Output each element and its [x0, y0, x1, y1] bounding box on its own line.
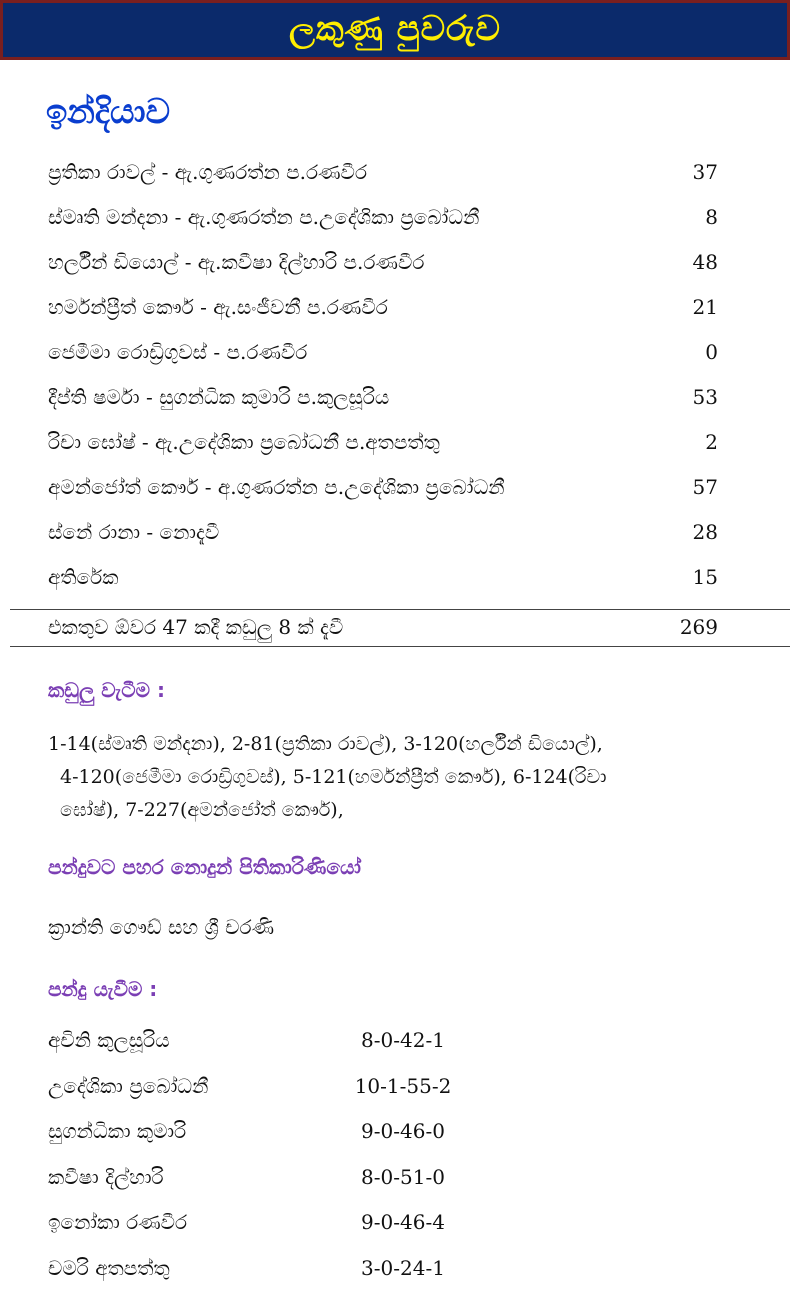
extras-runs: 15 — [692, 565, 718, 589]
bowling-row — [0, 1202, 800, 1248]
bowling-row — [0, 1157, 800, 1203]
bowler-name: අචිනි කුලසූරිය — [48, 1028, 170, 1052]
batter-dismissal: ස්නේ රානා - නොදැවී — [48, 520, 220, 544]
batter-runs: 21 — [692, 295, 718, 319]
bowler-figures: 3-0-24-1 — [361, 1255, 445, 1280]
batter-dismissal: දීප්ති ෂර්මා - සුගන්ධික කුමාරි ප.කුලසූරිය — [48, 385, 390, 409]
batting-row — [0, 377, 800, 422]
extras-row — [0, 557, 800, 602]
team-name: ඉන්දියාව — [46, 92, 171, 132]
batter-dismissal: ස්මෘති මන්දනා - ඇ.ගුණරත්න ප.උදේශිකා ප්‍රබෝධනී — [48, 205, 480, 229]
batter-dismissal: හර්මන්ප්‍රීත් කෞර් - ඇ.සංජීවනී ප.රණවීර — [48, 295, 388, 319]
batting-row — [0, 332, 800, 377]
bowling-row — [0, 1248, 800, 1294]
batter-dismissal: ජෙමීමා රොඩ්‍රිගුවස් - ප.රණවීර — [48, 340, 308, 364]
batter-dismissal: ප්‍රතිකා රාවල් - ඇ.ගුණරත්න ප.රණවීර — [48, 160, 368, 184]
total-divider-top — [10, 609, 790, 610]
bowling-row — [0, 1111, 800, 1157]
bowler-name: චමරි අතපත්තු — [48, 1255, 170, 1280]
batter-dismissal: හර්ලීන් ඩියොල් - ඇ.කවීෂා දිල්හාරි ප.රණවීර — [48, 250, 425, 274]
fall-of-wickets-line: 4-120(ජෙමීමා රොඩ්‍රිගුවස්), 5-121(හර්මන්ප්‍රීත් කෞර්), 6-124(රිචා — [60, 766, 607, 788]
batter-runs: 0 — [705, 340, 718, 364]
batter-runs: 28 — [692, 520, 718, 544]
batter-runs: 8 — [705, 205, 718, 229]
batter-runs: 2 — [705, 430, 718, 454]
batter-dismissal: අමන්ජෝත් කෞර් - අ.ගුණරත්න ප.උදේශිකා ප්‍රබෝධනී — [48, 475, 505, 499]
bowler-name: සුගන්ධිකා කුමාරි — [48, 1119, 187, 1143]
fall-of-wickets-text — [48, 728, 778, 827]
batter-runs: 57 — [692, 475, 718, 499]
batter-dismissal: රිචා ඝෝෂ් - ඇ.උදේශිකා ප්‍රබෝධනී ප.අතපත්තු — [48, 430, 440, 454]
scoreboard-banner — [0, 0, 790, 60]
bowler-figures: 10-1-55-2 — [354, 1073, 452, 1098]
batting-row — [0, 197, 800, 242]
bowler-name: කවීෂා දිල්හාරි — [48, 1164, 164, 1189]
bowling-heading: පන්දු යැවීම : — [48, 977, 158, 1001]
total-label: එකතුව ඕවර 47 කදී කඩුලු 8 ක් දැවී — [48, 615, 344, 639]
bowler-name: ඉනෝකා රණවීර — [48, 1210, 188, 1234]
batter-runs: 48 — [692, 250, 718, 274]
batter-runs: 37 — [692, 160, 718, 184]
fall-of-wickets-line: 1-14(ස්මෘති මන්දනා), 2-81(ප්‍රතිකා රාවල්), 3-120(හර්ලීන් ඩියොල්), — [48, 733, 603, 755]
bowling-row — [0, 1020, 800, 1066]
did-not-bat-heading: පන්දුවට පහර නොදුන් පිතිකාරිණියෝ — [48, 855, 361, 879]
batting-row — [0, 422, 800, 467]
batting-list — [0, 152, 800, 602]
scoreboard-title: ලකුණු පුවරුව — [289, 9, 501, 49]
bowling-list — [0, 1020, 800, 1293]
total-value: 269 — [679, 615, 718, 639]
batting-row — [0, 152, 800, 197]
batting-row — [0, 512, 800, 557]
bowler-figures: 9-0-46-0 — [361, 1119, 445, 1143]
fall-of-wickets-line: ඝෝෂ්), 7-227(අමන්ජෝත් කෞර්), — [60, 799, 344, 821]
fall-of-wickets-heading: කඩුලු වැටීම : — [48, 678, 165, 702]
did-not-bat-text: ක්‍රාන්ති ගෞඩ් සහ ශ්‍රී චරණි — [48, 915, 275, 939]
bowling-row — [0, 1066, 800, 1112]
batting-row — [0, 242, 800, 287]
bowler-figures: 8-0-51-0 — [361, 1164, 445, 1189]
total-divider-bottom — [10, 646, 790, 647]
batter-runs: 53 — [692, 385, 718, 409]
batting-row — [0, 467, 800, 512]
bowler-figures: 9-0-46-4 — [361, 1210, 445, 1234]
extras-label: අතිරේක — [48, 565, 119, 589]
bowler-name: උදේශිකා ප්‍රබෝධනී — [48, 1073, 209, 1098]
bowler-figures: 8-0-42-1 — [361, 1028, 445, 1052]
batting-row — [0, 287, 800, 332]
